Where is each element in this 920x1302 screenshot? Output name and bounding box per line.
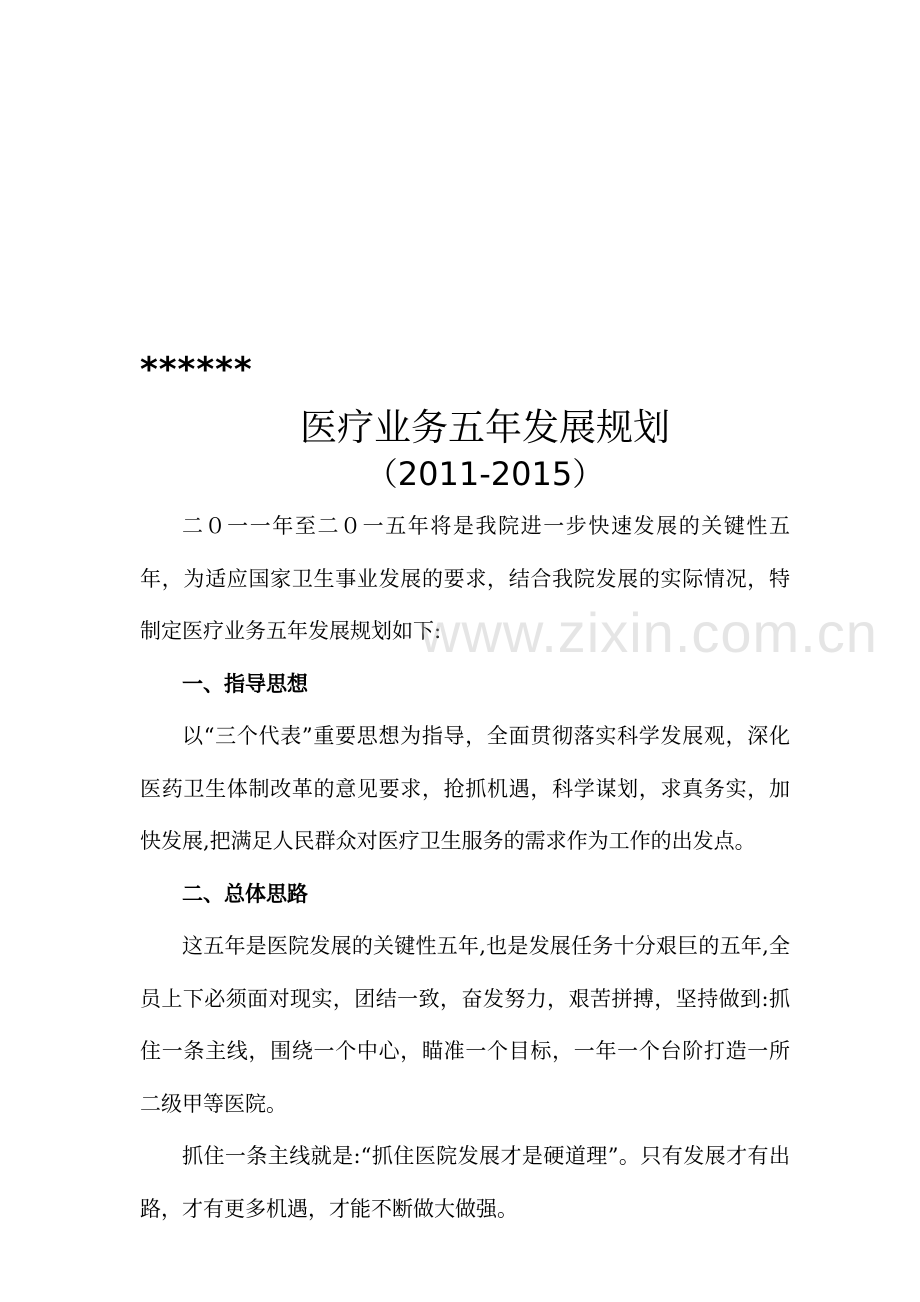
intro-paragraph: 二０一一年至二０一五年将是我院进一步快速发展的关键性五年，为适应国家卫生事业发展的要求，结合我院发展的实际情况，特制定医疗业务五年发展规划如下: xyxy=(140,514,790,643)
overall-approach-paragraph: 这五年是医院发展的关键性五年,也是发展任务十分艰巨的五年,全员上下必须面对现实，团结一致，奋发努力，艰苦拼搏，坚持做到:抓住一条主线，围绕一个中心，瞄准一个目标，一年一个台阶打造一所二级甲等医院。 xyxy=(140,934,790,1116)
document-subtitle: （2011-2015） xyxy=(365,455,605,493)
guiding-ideology-paragraph: 以“三个代表”重要思想为指导，全面贯彻落实科学发展观，深化医药卫生体制改革的意见要求，抢抓机遇，科学谋划，求真务实，加快发展,把满足人民群众对医疗卫生服务的需求作为工作的出发点。 xyxy=(140,724,790,853)
section-heading-guiding-ideology: 一、指导思想 xyxy=(182,671,308,696)
document-body xyxy=(140,500,790,1235)
document-title: 医疗业务五年发展规划 xyxy=(300,406,670,449)
main-line-paragraph: 抓住一条主线就是:“抓住医院发展才是硬道理”。只有发展才有出路，才有更多机遇，才能不断做大做强。 xyxy=(140,1144,790,1221)
section-heading-overall-approach: 二、总体思路 xyxy=(182,881,308,906)
watermark: www.zixin.com.cn xyxy=(420,601,878,664)
masked-header: ****** xyxy=(140,350,253,390)
